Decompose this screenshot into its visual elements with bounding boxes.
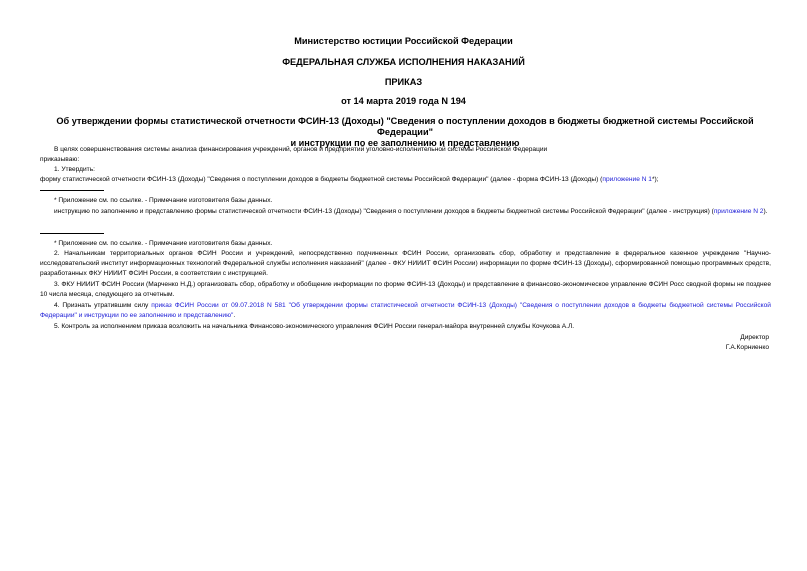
title-line-1: Об утверждении формы статистической отчетности ФСИН-13 (Доходы) "Сведения о поступлении доходов в бюджеты бюджетной системы Российской Федерации" [56,116,754,137]
date-number-heading: от 14 марта 2019 года N 194 [341,96,466,106]
footnote-2: * Приложение см. по ссылке. - Примечание изготовителя базы данных. [54,240,273,247]
item-3-paragraph: 3. ФКУ НИИИТ ФСИН России (Марченко Н.Д.) организовать сбор, обработку и обобщение информации по форме ФСИН-13 (Доходы) и представление в финансово-экономическое управление ФСИН Росс сводной формы не позднее 10 числа месяца, следующего за отчетным. [40,281,771,298]
item-1-form-tail: *); [651,176,659,183]
doc-type-heading: ПРИКАЗ [384,77,423,87]
item-4-lead: 4. Признать утратившим силу [54,302,152,309]
ministry-heading: Министерство юстиции Российской Федерации [294,36,513,46]
footnote-divider-2 [40,233,104,234]
appendix-2-link[interactable]: приложение N 2 [713,208,764,215]
item-1-form-text: форму статистической отчетности ФСИН-13 (Доходы) "Сведения о поступлении доходов в бюджеты бюджетной системы Российской Федерации" (далее - форма ФСИН-13 (Доходы) ( [40,176,603,183]
signature-position: Директор [740,334,769,341]
appendix-1-link[interactable]: приложение N 1 [602,176,652,183]
intro-paragraph: В целях совершенствования системы анализа финансирования учреждений, органов и предприятий уголовно-исполнительной системы Российской Федерации [54,146,548,153]
item-1-head: 1. Утвердить: [54,166,95,173]
item-1-form [40,175,771,185]
item-4-tail: . [233,312,236,319]
item-1-instruction-text: инструкцию по заполнению и представлению формы статистической отчетности ФСИН-13 (Доходы) "Сведения о поступлении доходов в бюджеты бюджетной системы Российской Федерации" (далее - инструкция) ( [54,208,714,215]
title-line-2: и инструкции по ее заполнению и представлению [290,138,520,148]
footnote-1: * Приложение см. по ссылке. - Примечание изготовителя базы данных. [54,197,273,204]
footnote-divider-1 [40,190,104,191]
signature-name: Г.А.Корниенко [725,344,769,351]
item-1-instruction-tail: ). [763,208,768,215]
service-heading: ФЕДЕРАЛЬНАЯ СЛУЖБА ИСПОЛНЕНИЯ НАКАЗАНИЙ [282,57,525,67]
item-2-paragraph: 2. Начальникам территориальных органов ФСИН России и учреждений, непосредственно подчиненных ФСИН России, организовать сбор, обработку и представление в федеральное казенное учреждение "Научно-исследовательский институт информационных технологий Федеральной службы исполнения наказаний" (далее - ФКУ НИИИТ ФСИН России) информации по форме ФСИН-13 (Доходы), сформированной помощью программных средств, разработанных ФКУ НИИИТ ФСИН России, в соответствии с инструкцией. [40,250,771,277]
item-5-paragraph: 5. Контроль за исполнением приказа возложить на начальника Финансово-экономического управления ФСИН России генерал-майора внутренней службы Кочукова А.Л. [54,323,575,330]
order-word: приказываю: [40,156,80,163]
item-4-paragraph [40,301,771,321]
repealed-order-link[interactable]: приказ ФСИН России от 09.07.2018 N 581 "Об утверждении формы статистической отчетности ФСИН-13 (Доходы) "Сведения о поступлении доходов в бюджеты бюджетной системы Российской Федерации" и инструкции по ее заполнению и представлению" [40,302,771,319]
item-1-instruction [40,207,771,217]
